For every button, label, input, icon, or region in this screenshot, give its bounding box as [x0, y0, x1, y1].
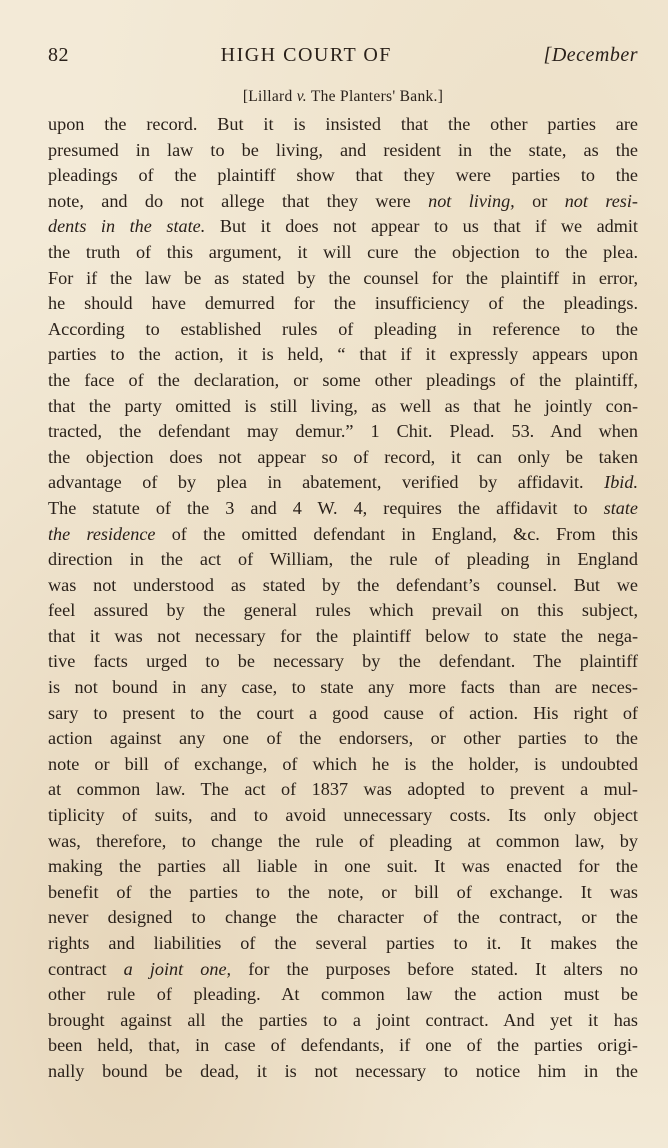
italic-text: dents in the state.: [48, 216, 206, 237]
text-run: that the party omitted is still living, as well as that he jointly con-: [48, 395, 638, 416]
text-run: for the purposes before stated. It alters no: [231, 958, 638, 979]
text-line: [48, 522, 638, 548]
text-line: [48, 701, 638, 727]
text-line: [48, 240, 638, 266]
text-line: [48, 470, 638, 496]
text-run: making the parties all liable in one suit. It was enacted for the: [48, 856, 638, 877]
text-run: action against any one of the endorsers, or other parties to the: [48, 728, 638, 749]
text-line: [48, 905, 638, 931]
text-run: note or bill of exchange, of which he is the holder, is undoubted: [48, 753, 638, 774]
text-run: For if the law be as stated by the counsel for the plaintiff in error,: [48, 267, 638, 288]
text-line: [48, 1033, 638, 1059]
case-caption: [Lillard v. The Planters' Bank.]: [242, 88, 444, 105]
text-run: the face of the declaration, or some other pleadings of the plaintiff,: [48, 369, 638, 390]
text-line: [48, 394, 638, 420]
text-run: that it was not necessary for the plaintiff below to state the nega-: [48, 625, 638, 646]
text-line: [48, 573, 638, 599]
running-head-title: HIGH COURT OF: [220, 44, 392, 66]
text-run: benefit of the parties to the note, or bill of exchange. It was: [48, 881, 638, 902]
text-run: advantage of by plea in abatement, verified by affidavit.: [48, 472, 605, 493]
text-run: was not understood as stated by the defendant’s counsel. But we: [48, 574, 638, 595]
text-line: [48, 419, 638, 445]
text-run: feel assured by the general rules which prevail on this subject,: [48, 600, 638, 621]
text-run: direction in the act of William, the rule of pleading in England: [48, 549, 638, 570]
text-run: at common law. The act of 1837 was adopted to prevent a mul-: [48, 779, 638, 800]
text-run: pleadings of the plaintiff show that they were parties to the: [48, 165, 638, 186]
book-page: [48, 44, 638, 1124]
text-run: The statute of the 3 and 4 W. 4, requires the affidavit to: [48, 497, 604, 518]
text-run: upon the record. But it is insisted that the other parties are: [48, 114, 638, 134]
text-line: [48, 214, 638, 240]
italic-text: state: [603, 497, 638, 518]
text-line: [48, 138, 638, 164]
text-line: [48, 649, 638, 675]
text-line: [48, 829, 638, 855]
text-run: But it does not appear to us that if we admit: [205, 216, 638, 237]
text-line: [48, 752, 638, 778]
text-line: [48, 317, 638, 343]
text-run: other rule of pleading. At common law the action must be: [48, 984, 638, 1005]
page-number: 82: [48, 44, 69, 66]
text-run: the truth of this argument, it will cure the objection to the plea.: [48, 241, 638, 262]
text-line: [48, 342, 638, 368]
text-line: [48, 1008, 638, 1034]
text-line: [48, 112, 638, 138]
body-text: [48, 112, 638, 1085]
text-run: presumed in law to be living, and resident in the state, as the: [48, 139, 638, 160]
text-run: contract: [48, 958, 124, 979]
italic-text: the residence: [48, 523, 156, 544]
text-run: was, therefore, to change the rule of pleading at common law, by: [48, 830, 638, 851]
running-head-date: [December: [543, 44, 638, 66]
text-line: [48, 777, 638, 803]
italic-text: not living,: [428, 190, 515, 211]
text-line: [48, 266, 638, 292]
text-run: is not bound in any case, to state any more facts than are neces-: [48, 677, 638, 698]
text-line: [48, 675, 638, 701]
text-line: [48, 189, 638, 215]
text-run: sary to present to the court a good cause of action. His right of: [48, 702, 638, 723]
text-run: the objection does not appear so of record, it can only be taken: [48, 446, 638, 467]
text-line: [48, 931, 638, 957]
text-line: [48, 368, 638, 394]
text-run: never designed to change the character of the contract, or the: [48, 907, 638, 928]
text-line: [48, 726, 638, 752]
text-run: nally bound be dead, it is not necessary to notice him in the: [48, 1060, 638, 1081]
text-line: [48, 163, 638, 189]
text-run: note, and do not allege that they were: [48, 190, 429, 211]
italic-text: Ibid.: [604, 472, 638, 493]
text-line: [48, 854, 638, 880]
text-run: of the omitted defendant in England, &c. From this: [155, 523, 638, 544]
text-line: [48, 880, 638, 906]
text-line: [48, 957, 638, 983]
text-line: [48, 496, 638, 522]
text-run: tracted, the defendant may demur.” 1 Chit. Plead. 53. And when: [48, 421, 638, 442]
text-run: rights and liabilities of the several parties to it. It makes the: [48, 933, 638, 953]
text-run: According to established rules of pleading in reference to the: [48, 318, 638, 339]
text-line: [48, 1059, 638, 1085]
text-line: [48, 291, 638, 317]
text-run: tiplicity of suits, and to avoid unnecessary costs. Its only object: [48, 805, 638, 826]
text-line: [48, 598, 638, 624]
text-run: parties to the action, it is held, “ that if it expressly appears upon: [48, 344, 638, 365]
text-line: [48, 547, 638, 573]
text-run: or: [514, 190, 565, 211]
text-line: [48, 982, 638, 1008]
italic-text: a joint one,: [123, 958, 232, 979]
running-head: [48, 44, 638, 74]
text-line: [48, 624, 638, 650]
italic-text: not resi-: [564, 190, 638, 211]
text-run: tive facts urged to be necessary by the defendant. The plaintiff: [48, 651, 638, 672]
text-line: [48, 445, 638, 471]
text-run: been held, that, in case of defendants, if one of the parties origi-: [48, 1035, 638, 1056]
text-line: [48, 803, 638, 829]
text-run: brought against all the parties to a joint contract. And yet it has: [48, 1009, 638, 1030]
text-run: he should have demurred for the insufficiency of the pleadings.: [48, 293, 638, 314]
